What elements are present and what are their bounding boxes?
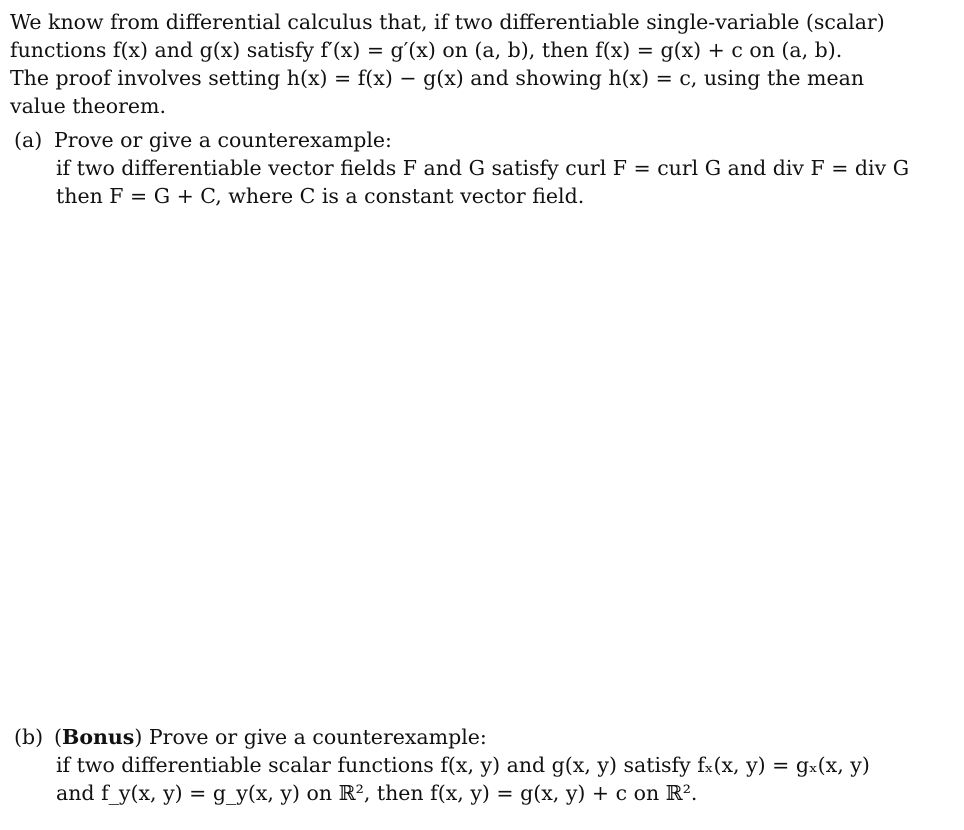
part-b-heading: (b) (Bonus) Prove or give a counterexample: bbox=[14, 725, 487, 749]
part-b-line-1: if two differentiable scalar functions f(x, y) and g(x, y) satisfy fₓ(x, y) = gₓ(x, y) bbox=[56, 753, 870, 777]
intro-paragraph bbox=[10, 8, 910, 120]
part-a-line-2: then F = G + C, where C is a constant vector field. bbox=[56, 184, 585, 208]
part-b-label: (b) bbox=[14, 725, 44, 749]
part-b-bonus: Bonus bbox=[62, 725, 135, 749]
intro-line-1: We know from differential calculus that, if two differentiable single-variable (scalar) bbox=[10, 10, 885, 34]
part-b bbox=[10, 723, 910, 807]
problem-intro bbox=[10, 8, 910, 120]
part-b-prompt: Prove or give a counterexample: bbox=[148, 725, 487, 749]
part-a-label: (a) bbox=[14, 128, 43, 152]
intro-line-2: functions f(x) and g(x) satisfy f′(x) = g′(x) on (a, b), then f(x) = g(x) + c on (a, b). bbox=[10, 38, 843, 62]
part-a-heading bbox=[10, 126, 910, 154]
part-a bbox=[10, 126, 910, 210]
intro-line-3: The proof involves setting h(x) = f(x) − g(x) and showing h(x) = c, using the mean bbox=[10, 66, 865, 90]
answer-space bbox=[0, 220, 964, 710]
part-a-prompt: Prove or give a counterexample: bbox=[54, 128, 392, 152]
part-a-line-1: if two differentiable vector fields F and G satisfy curl F = curl G and div F = div G bbox=[56, 156, 910, 180]
intro-line-4: value theorem. bbox=[10, 94, 167, 118]
part-b-line-2: and f_y(x, y) = g_y(x, y) on ℝ², then f(x, y) = g(x, y) + c on ℝ². bbox=[56, 781, 698, 805]
